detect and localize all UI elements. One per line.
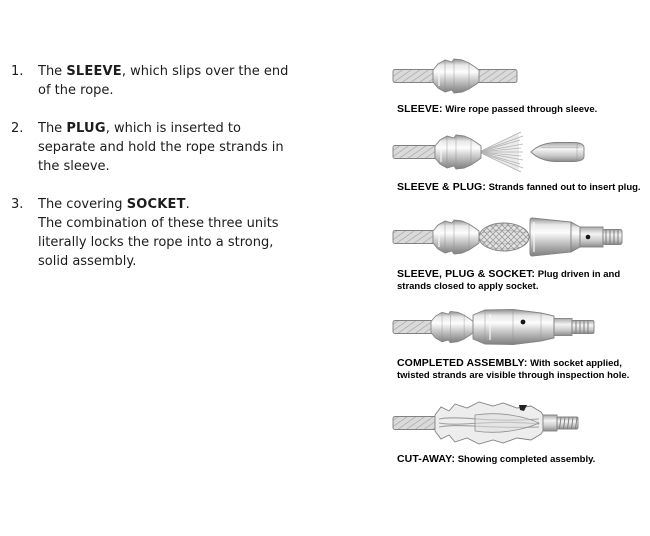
list-number: 3.: [11, 197, 24, 212]
list-item-text: [38, 119, 296, 176]
figure-label: COMPLETED ASSEMBLY:: [397, 357, 528, 369]
instruction-list: [11, 62, 311, 290]
figure-label: CUT-AWAY:: [397, 453, 456, 465]
term-plug: PLUG: [66, 121, 106, 136]
figure-completed-assembly: [391, 301, 650, 382]
text-segment: , which is inserted to separate and hold the rope strands in the sleeve.: [38, 121, 284, 174]
sleeve-plug-socket-illustration: [391, 210, 650, 264]
text-segment: .: [185, 197, 190, 212]
figure-text: Showing completed assembly.: [457, 454, 596, 465]
figure-caption: [397, 103, 647, 116]
text-segment: , which slips over the end of the rope.: [38, 64, 289, 98]
cut-away-illustration: [391, 397, 650, 449]
figure-text: Strands fanned out to insert plug.: [488, 182, 641, 193]
figure-caption: [397, 181, 647, 194]
term-socket: SOCKET: [126, 197, 186, 212]
figure-cut-away: [391, 397, 650, 466]
figure-text: Wire rope passed through sleeve.: [445, 104, 598, 115]
figure-caption: [397, 453, 647, 466]
list-item-sleeve: [11, 62, 311, 100]
term-sleeve: SLEEVE: [66, 64, 122, 79]
text-continuation: The combination of these three units literally locks the rope into a strong, solid assembly.: [38, 216, 279, 269]
list-number: 2.: [11, 121, 24, 136]
figures-column: [391, 0, 650, 536]
sleeve-plug-illustration: [391, 127, 650, 177]
list-item-text: [38, 195, 296, 271]
figure-label: SLEEVE, PLUG & SOCKET:: [397, 268, 536, 280]
figure-label: SLEEVE & PLUG:: [397, 181, 486, 193]
sleeve-illustration: [391, 53, 650, 99]
list-item-socket: [11, 195, 311, 271]
text-segment: The covering: [38, 197, 127, 212]
text-segment: The: [38, 64, 67, 79]
figure-text: With socket applied, twisted strands are visible through inspection hole.: [397, 358, 630, 381]
figure-sleeve-plug: [391, 127, 650, 194]
figure-text: Plug driven in and strands closed to apply socket.: [397, 269, 621, 292]
completed-assembly-illustration: [391, 301, 650, 353]
list-item-plug: [11, 119, 311, 176]
figure-sleeve: [391, 53, 650, 116]
list-number: 1.: [11, 64, 24, 79]
figure-caption: [397, 357, 647, 382]
figure-label: SLEEVE:: [397, 103, 443, 115]
figure-caption: [397, 268, 647, 293]
figure-sleeve-plug-socket: [391, 210, 650, 293]
text-segment: The: [38, 121, 67, 136]
list-item-text: [38, 62, 296, 100]
